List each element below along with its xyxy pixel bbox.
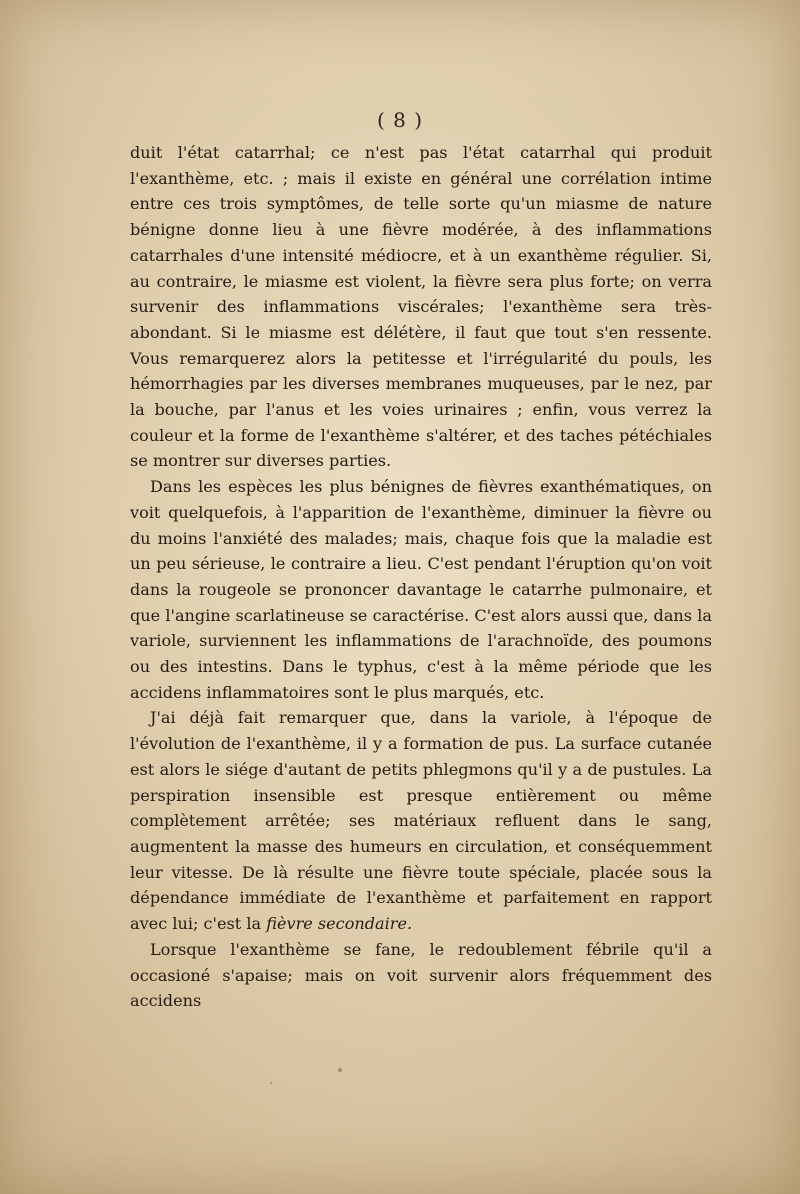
paragraph-2: Dans les espèces les plus bénignes de fièvres exanthématiques, on voit quelquefois, à l'apparition de l'exanthème, diminuer la fièvre ou du moins l'anxiété des malades; mais, chaque fois que la maladie est un peu sérieuse, le contraire a lieu. C'est pendant l'éruption qu'on voit dans la rougeole se prononcer davantage le catarrhe pulmonaire, et que l'angine scarlatineuse se caractérise. C'est alors aussi que, dans la variole, surviennent les inflammations de l'arachnoïde, des poumons ou des intestins. Dans le typhus, c'est à la même période que les accidens inflammatoires sont le plus marqués, etc. — [130, 477, 712, 702]
page-number: ( 8 ) — [376, 108, 424, 132]
paragraph-4: Lorsque l'exanthème se fane, le redoublement fébrile qu'il a occasioné s'apaise; mais on voit survenir alors fréquemment des accidens — [130, 939, 712, 1011]
paper-speck — [270, 1082, 272, 1084]
paragraph-1: duit l'état catarrhal; ce n'est pas l'état catarrhal qui produit l'exanthème, etc. ; mais il existe en général une corrélation intime entre ces trois symptômes, de telle sorte qu'un miasme de nature bénigne donne lieu à une fièvre modérée, à des inflammations catarrhales d'une intensité médiocre, et à un exanthème régulier. Si, au contraire, le miasme est violent, la fièvre sera plus forte; on verra survenir des inflammations viscérales; l'exanthème sera très-abondant. Si le miasme est délétère, il faut que tout s'en ressente. Vous remarquerez alors la petitesse et l'irrégularité du pouls, les hémorrhagies par les diverses membranes muqueuses, par le nez, par la bouche, par l'anus et les voies urinaires ; enfin, vous verrez la couleur et la forme de l'exanthème s'altérer, et des taches pétéchiales se montrer sur diverses parties. — [130, 143, 712, 471]
paragraph-3-italic-term: fièvre secondaire. — [266, 914, 413, 934]
paragraph-3 — [130, 705, 712, 936]
paper-speck — [338, 1068, 342, 1072]
page-body — [130, 140, 712, 1014]
paragraph-3-text: J'ai déjà fait remarquer que, dans la variole, à l'époque de l'évolution de l'exanthème, il y a formation de pus. La surface cutanée est alors le siége d'autant de petits phlegmons qu'il y a de pustules. La perspiration insensible est presque entièrement ou même complètement arrêtée; ses matériaux refluent dans le sang, augmentent la masse des humeurs en circulation, et conséquemment leur vitesse. De là résulte une fièvre toute spéciale, placée sous la dépendance immédiate de l'exanthème et parfaitement en rapport avec lui; c'est la — [130, 708, 712, 934]
